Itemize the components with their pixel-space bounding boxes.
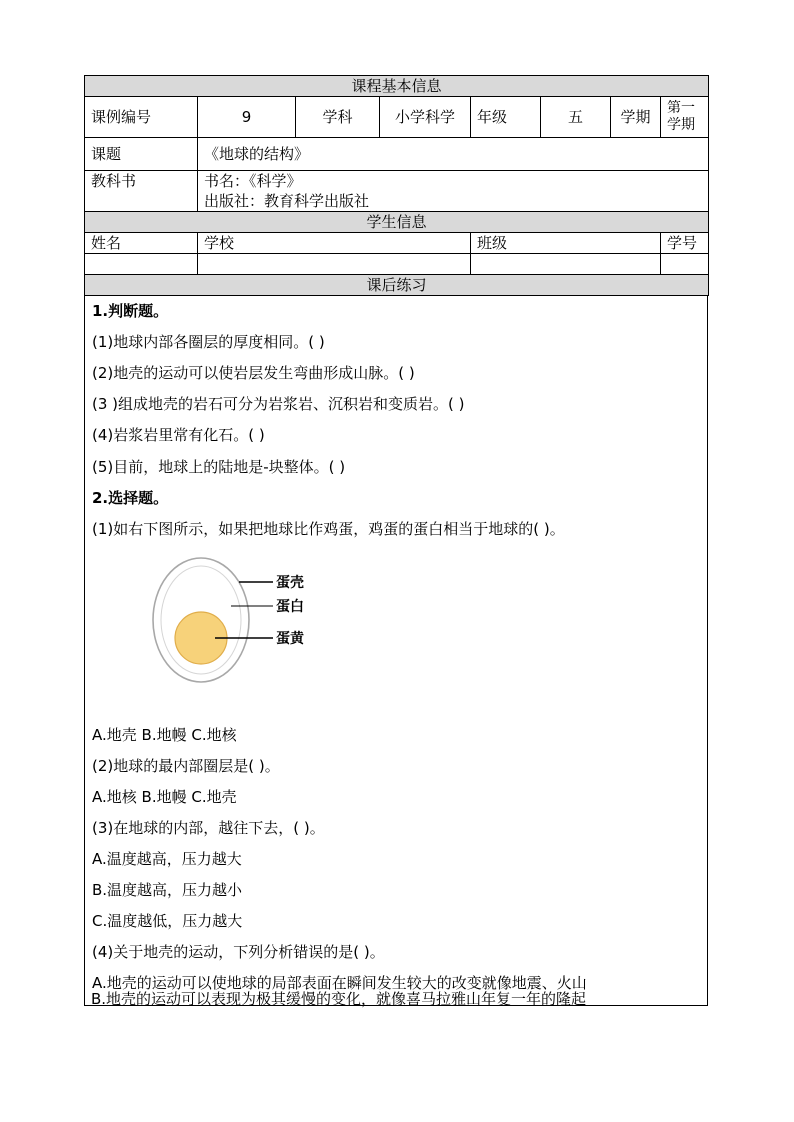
term-label: 学期 (611, 97, 661, 138)
subject-value: 小学科学 (380, 97, 471, 138)
q1-item-1: (1)地球内部各圈层的厚度相同。( ) (92, 333, 325, 351)
worksheet (84, 75, 708, 1006)
case-no-value: 9 (198, 97, 296, 138)
book-name: 书名：《科学》 (204, 172, 302, 190)
textbook-label: 教科书 (85, 171, 198, 212)
school-field[interactable] (198, 254, 471, 275)
q2-4-stem: (4)关于地壳的运动，下列分析错误的是( )。 (92, 943, 385, 961)
q2-3-option-c: C.温度越低，压力越大 (92, 912, 243, 930)
practice-header: 课后练习 (85, 275, 709, 296)
q1-item-3: (3 )组成地壳的岩石可分为岩浆岩、沉积岩和变质岩。( ) (92, 395, 465, 413)
q2-4-option-a: A.地壳的运动可以使地球的局部表面在瞬间发生较大的改变就像地震、火山 (92, 974, 587, 992)
q2-2-stem: (2)地球的最内部圈层是( )。 (92, 757, 280, 775)
subject-label: 学科 (296, 97, 380, 138)
course-info-header: 课程基本信息 (85, 76, 709, 97)
practice-section (84, 296, 708, 1006)
term-value: 第一学期 (661, 97, 709, 138)
topic-value: 《地球的结构》 (198, 138, 709, 171)
class-label: 班级 (471, 233, 661, 254)
student-info-header: 学生信息 (85, 212, 709, 233)
q2-2-options: A.地核 B.地幔 C.地壳 (92, 788, 237, 806)
egg-diagram (151, 556, 341, 686)
q2-title: 2.选择题。 (92, 489, 169, 507)
q2-1-stem: (1)如右下图所示，如果把地球比作鸡蛋，鸡蛋的蛋白相当于地球的( )。 (92, 520, 565, 538)
q1-item-5: (5)目前，地球上的陆地是-块整体。( ) (92, 458, 346, 476)
grade-value: 五 (541, 97, 611, 138)
egg-label-yolk: 蛋黄 (276, 631, 304, 647)
case-no-label: 课例编号 (85, 97, 198, 138)
egg-label-shell: 蛋壳 (276, 575, 304, 591)
info-table (84, 75, 709, 296)
publisher: 出版社：教育科学出版社 (204, 192, 370, 210)
school-label: 学校 (198, 233, 471, 254)
q2-3-option-b: B.温度越高，压力越小 (92, 881, 243, 899)
topic-label: 课题 (85, 138, 198, 171)
name-field[interactable] (85, 254, 198, 275)
q1-item-2: (2)地壳的运动可以使岩层发生弯曲形成山脉。( ) (92, 364, 415, 382)
q2-1-options: A.地壳 B.地幔 C.地核 (92, 726, 237, 744)
textbook-value (198, 171, 709, 212)
grade-label: 年级 (471, 97, 541, 138)
q2-3-option-a: A.温度越高，压力越大 (92, 850, 242, 868)
student-id-label: 学号 (661, 233, 709, 254)
name-label: 姓名 (85, 233, 198, 254)
q1-title: 1.判断题。 (92, 302, 169, 320)
q1-item-4: (4)岩浆岩里常有化石。( ) (92, 426, 265, 444)
egg-label-white: 蛋白 (276, 599, 304, 615)
q2-3-stem: (3)在地球的内部，越往下去，( )。 (92, 819, 325, 837)
q2-4-option-b: B.地壳的运动可以表现为极其缓慢的变化，就像喜马拉雅山年复一年的隆起 (91, 990, 587, 1008)
student-id-field[interactable] (661, 254, 709, 275)
class-field[interactable] (471, 254, 661, 275)
